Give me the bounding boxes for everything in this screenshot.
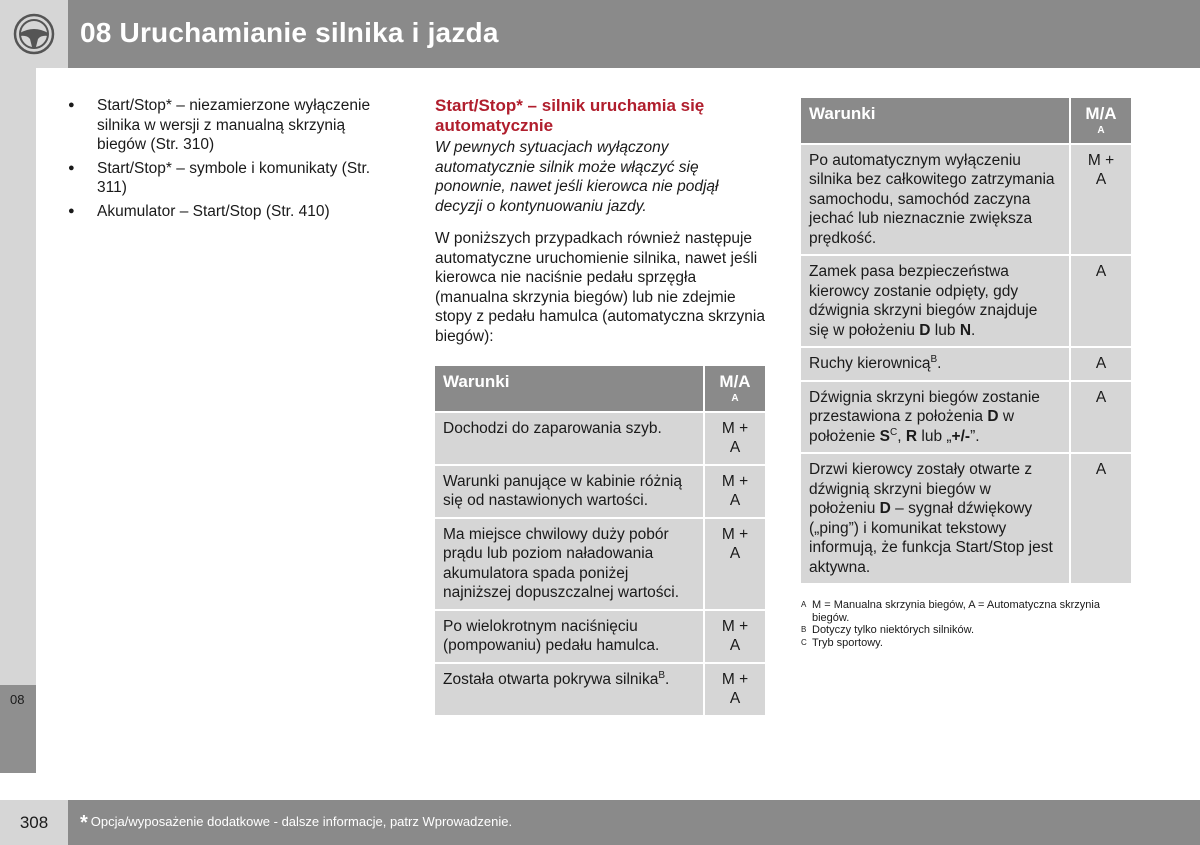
condition-cell: Warunki panujące w kabinie różnią się od nastawionych wartości.	[435, 465, 704, 518]
ma-value: A	[729, 545, 741, 562]
related-links-list	[68, 96, 393, 225]
section-intro: W pewnych sytuacjach wyłączony automatycznie silnik może włączyć się ponownie, nawet jeśli kierowca nie podjął decyzji o kontynuowaniu jazdy.	[435, 139, 719, 215]
section-text	[435, 96, 765, 346]
chapter-side-tab-label: 08	[10, 692, 25, 707]
ma-cell: A	[1070, 347, 1131, 381]
ma-cell	[704, 610, 765, 663]
condition-cell: Dochodzi do zaparowania szyb.	[435, 412, 704, 465]
footnote: C Tryb sportowy.	[801, 636, 883, 649]
ma-cell	[704, 518, 765, 610]
header-ma-note: A	[1097, 124, 1105, 136]
chapter-title: 08 Uruchamianie silnika i jazda	[80, 17, 499, 48]
condition-cell: Po wielokrotnym naciśnięciu (pompowaniu) pedału hamulca.	[435, 610, 704, 663]
asterisk-icon: *	[80, 812, 88, 834]
side-band	[0, 68, 36, 773]
chapter-icon-tab	[0, 0, 68, 68]
condition-text: Została otwarta pokrywa silnika	[443, 670, 659, 688]
ma-value: A	[729, 690, 741, 707]
section-body: W poniższych przypadkach również następuje automatyczne uruchomienie silnika, nawet jeśli kierowca nie naciśnie pedału sprzęgła (manualna skrzynia biegów) lub nie zdejmie stopy z pedału hamulca (automatyczna skrzynia biegów):	[435, 230, 765, 345]
list-item[interactable]: ● Start/Stop* – niezamierzone wyłączenie silnika w wersji z manualną skrzynią biegów (Str. 310)	[68, 96, 393, 155]
footnote-ref[interactable]: B	[930, 354, 938, 365]
section-heading: Start/Stop* – silnik uruchamia się automatycznie	[435, 96, 705, 135]
ma-value: A	[1095, 171, 1107, 188]
table-row	[435, 610, 765, 663]
ma-value: M +	[721, 419, 749, 437]
ma-cell	[704, 663, 765, 715]
table-row	[801, 453, 1131, 583]
ma-value: A	[729, 492, 741, 509]
ma-cell: A	[1070, 453, 1131, 583]
ma-cell	[1070, 144, 1131, 256]
ma-value: M +	[721, 525, 749, 543]
condition-cell: Zamek pasa bezpieczeństwa kierowcy zostanie odpięty, gdy dźwignia skrzyni biegów znajduje się w położeniu D lub N.	[801, 255, 1070, 347]
table-header-row	[435, 366, 765, 412]
ma-value: A	[729, 439, 741, 456]
footnote: A M = Manualna skrzynia biegów, A = Automatyczna skrzynia biegów.	[801, 599, 1100, 624]
footnote-ref[interactable]: C	[890, 426, 898, 438]
table-row	[801, 144, 1131, 256]
header-conditions: Warunki	[801, 98, 1070, 144]
list-item[interactable]: ● Akumulator – Start/Stop (Str. 410)	[68, 202, 393, 222]
condition-cell: Dźwignia skrzyni biegów zostanie przestawiona z położenia D w położenie $S^C$, R lub „+/-”.	[801, 381, 1070, 454]
steering-wheel-icon	[13, 13, 55, 55]
ma-value: A	[729, 637, 741, 654]
table-header-row	[801, 98, 1131, 144]
table-row	[435, 412, 765, 465]
condition-cell: Po automatycznym wyłączeniu silnika bez całkowitego zatrzymania samochodu, samochód zaczyna jechać lub nieznacznie zwiększa prędkość.	[801, 144, 1070, 256]
footer-note: * Opcja/wyposażenie dodatkowe - dalsze informacje, patrz Wprowadzenie.	[80, 812, 513, 834]
list-item[interactable]: ● Start/Stop* – symbole i komunikaty (Str. 311)	[68, 159, 393, 198]
chapter-side-tab	[0, 685, 36, 773]
header-ma	[704, 366, 765, 412]
table-row	[801, 347, 1131, 381]
ma-cell: A	[1070, 255, 1131, 347]
header-ma-label: M/A	[719, 372, 751, 391]
ma-cell	[704, 412, 765, 465]
header-ma	[1070, 98, 1131, 144]
header-bar	[0, 0, 1200, 68]
conditions-table-1	[435, 366, 765, 715]
ma-value: M +	[1087, 151, 1115, 169]
footnotes	[801, 599, 1131, 649]
ma-value: M +	[721, 472, 749, 490]
table-row	[801, 381, 1131, 454]
ma-cell: A	[1070, 381, 1131, 454]
condition-cell: Drzwi kierowcy zostały otwarte z dźwignią skrzyni biegów w położeniu D – sygnał dźwiękowy („ping”) i komunikat tekstowy informują, że funkcja Start/Stop jest aktywna.	[801, 453, 1070, 583]
page-number: 308	[0, 800, 68, 845]
table-row	[435, 518, 765, 610]
ma-value: M +	[721, 617, 749, 635]
header-ma-note: A	[731, 392, 739, 404]
header-conditions: Warunki	[435, 366, 704, 412]
table-row	[801, 255, 1131, 347]
table-row	[435, 663, 765, 715]
footnote: B Dotyczy tylko niektórych silników.	[801, 624, 974, 636]
conditions-table-2	[801, 98, 1131, 583]
ma-cell	[704, 465, 765, 518]
footnote-ref[interactable]: B	[658, 669, 666, 681]
table-row	[435, 465, 765, 518]
condition-cell	[435, 663, 704, 715]
footer-bar	[0, 800, 1200, 845]
condition-cell: Ruchy kierownicą$^B$.	[801, 347, 1070, 381]
ma-value: M +	[721, 670, 749, 688]
condition-text: .	[665, 670, 670, 688]
condition-cell: Ma miejsce chwilowy duży pobór prądu lub poziom naładowania akumulatora spada poniżej najniższej dopuszczalnej wartości.	[435, 518, 704, 610]
header-ma-label: M/A	[1085, 104, 1117, 123]
